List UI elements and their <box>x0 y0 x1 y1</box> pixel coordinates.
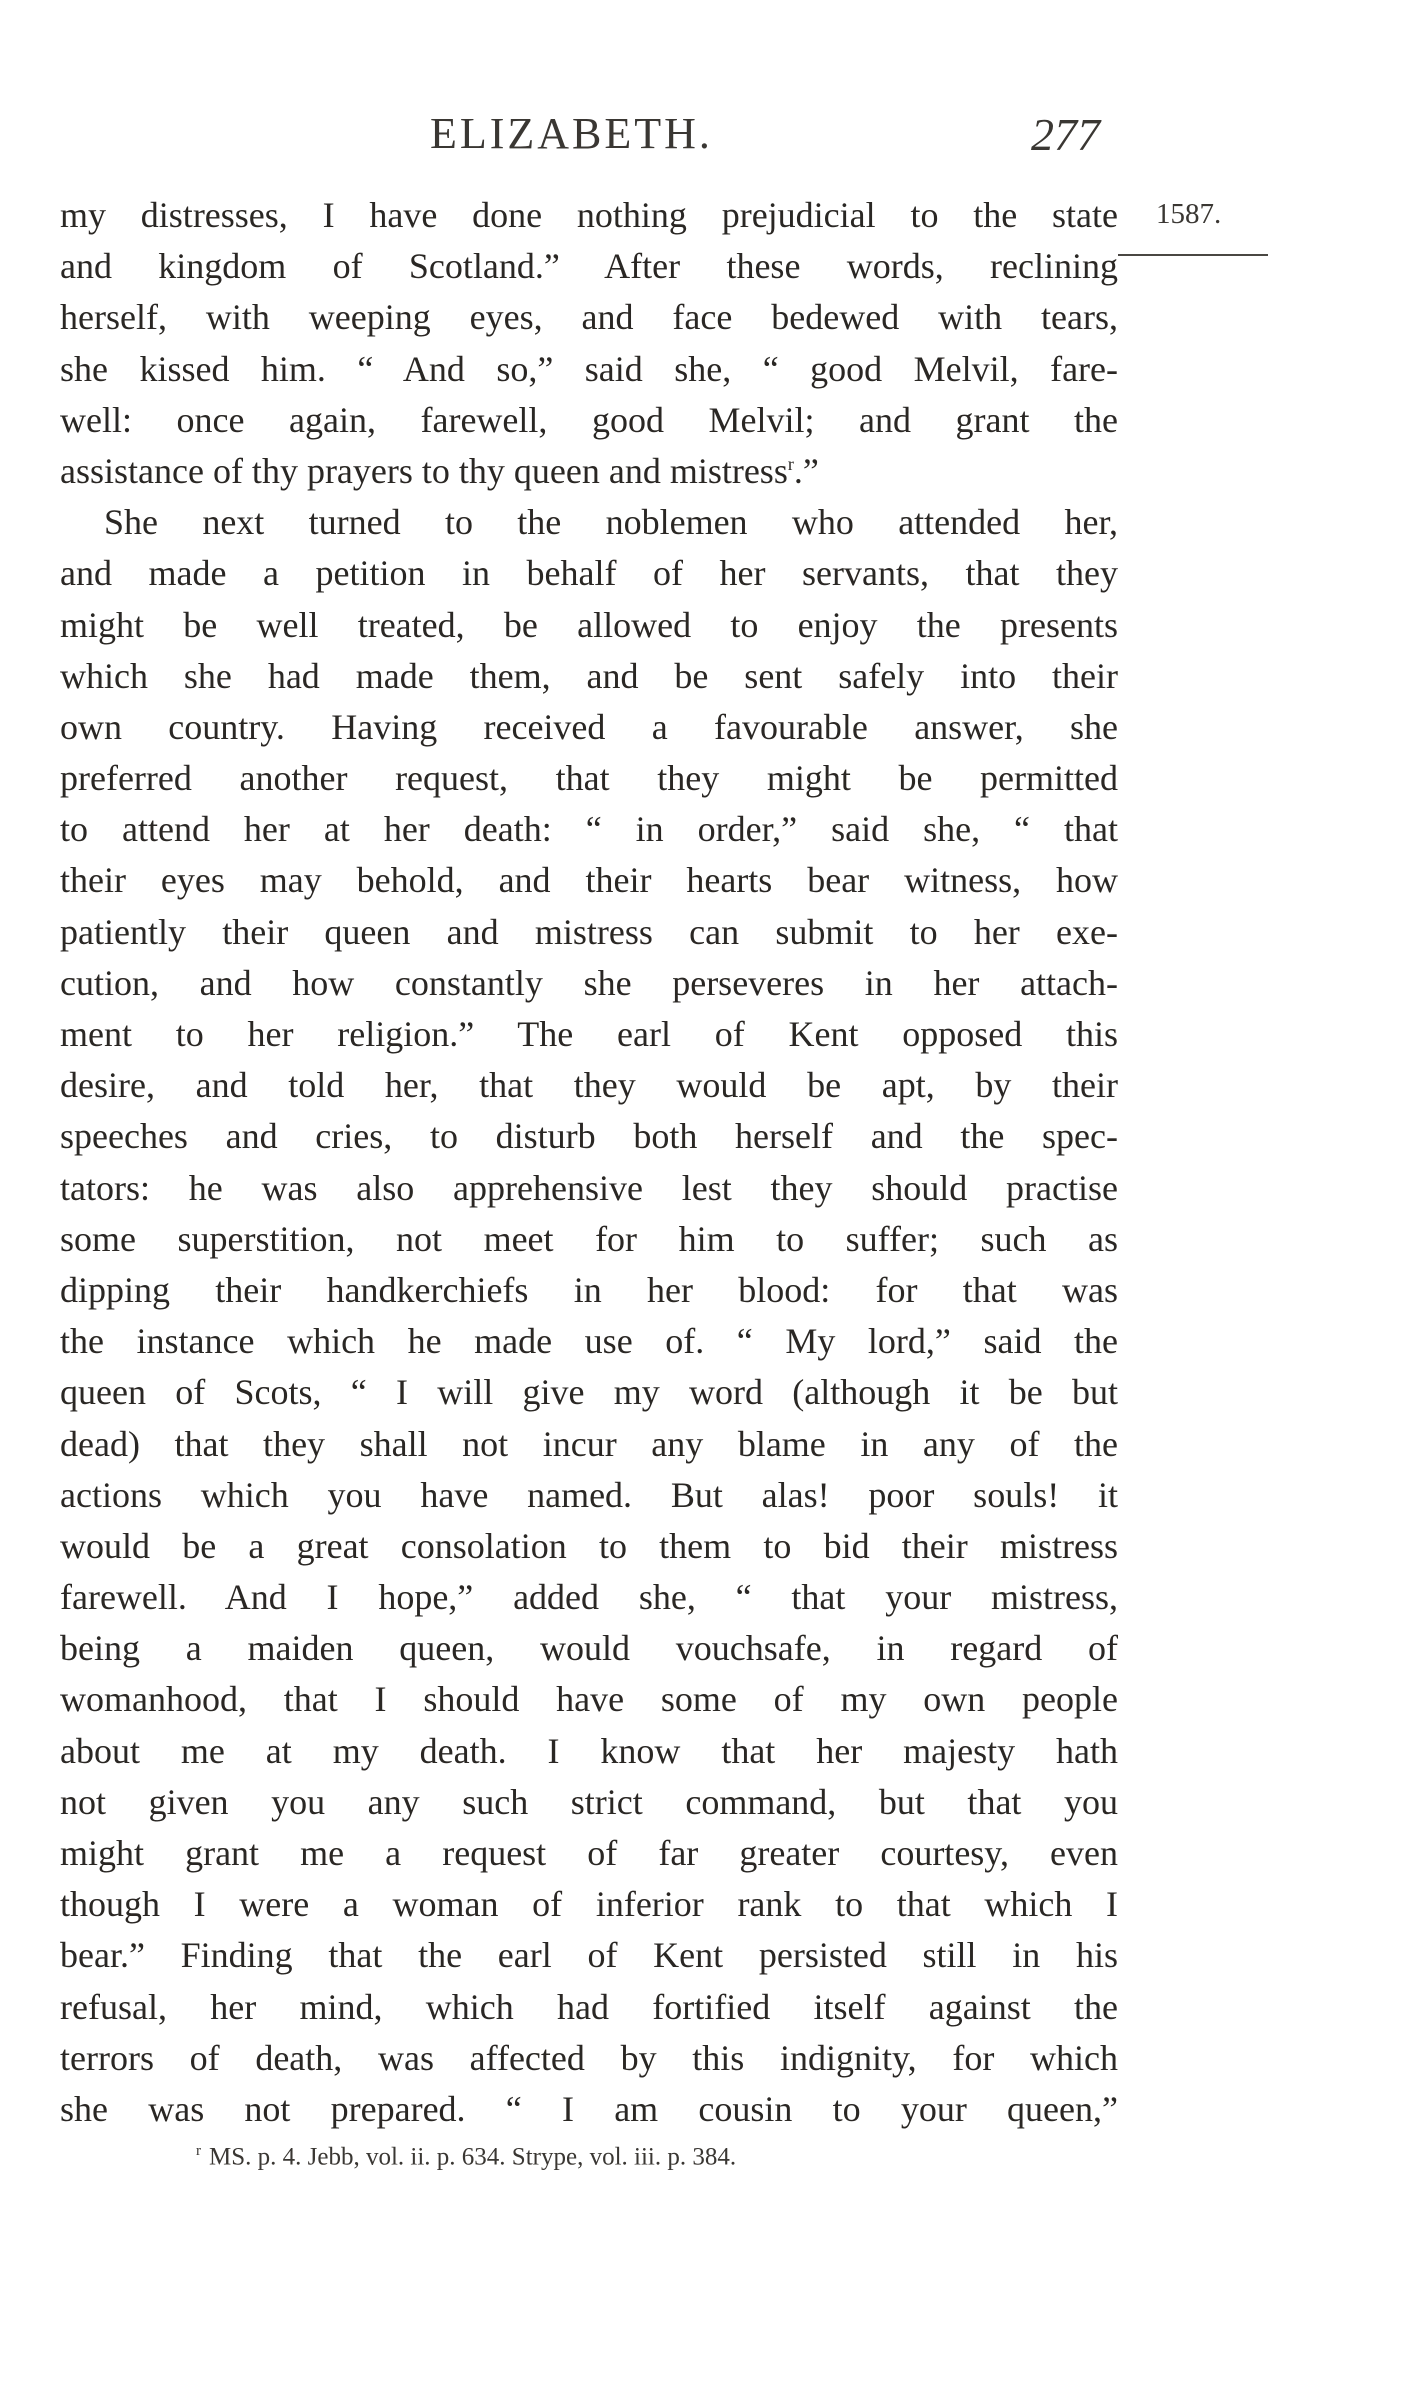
text-line: patiently their queen and mistress can submit to her exe- <box>60 911 1118 952</box>
text-line: my distresses, I have done nothing prejudicial to the state <box>60 195 1118 235</box>
text-line: speeches and cries, to disturb both herself and the spec- <box>60 1116 1118 1157</box>
footnote-reference[interactable]: r <box>787 453 794 474</box>
text-line: She next turned to the noblemen who attended her, <box>104 502 1118 543</box>
text-line: herself, with weeping eyes, and face bedewed with tears, <box>60 297 1118 338</box>
footnote-text: MS. p. 4. Jebb, vol. ii. p. 634. Strype, vol. iii. p. 384. <box>209 2143 737 2171</box>
text-line: to attend her at her death: “ in order,” said she, “ that <box>60 809 1118 850</box>
text-line: the instance which he made use of. “ My lord,” said the <box>60 1321 1118 1362</box>
text-line: she was not prepared. “ I am cousin to your queen,” <box>60 2088 1118 2129</box>
text-line: and kingdom of Scotland.” After these words, reclining <box>60 246 1118 287</box>
text-line: refusal, her mind, which had fortified itself against the <box>60 1986 1118 2027</box>
text-line: actions which you have named. But alas! poor souls! it <box>60 1474 1118 1515</box>
footnote-mark: r <box>196 2143 201 2159</box>
body-text <box>60 190 1118 2135</box>
text-line: and made a petition in behalf of her servants, that they <box>60 553 1118 594</box>
margin-rule <box>1118 254 1268 256</box>
text-line: being a maiden queen, would vouchsafe, in regard of <box>60 1628 1118 1669</box>
text-line: cution, and how constantly she perseveres in her attach- <box>60 962 1118 1003</box>
text-line: farewell. And I hope,” added she, “ that your mistress, <box>60 1577 1118 1618</box>
footnote <box>196 2143 736 2171</box>
text-line: which she had made them, and be sent safely into their <box>60 655 1118 696</box>
text-line: preferred another request, that they might be permitted <box>60 758 1118 799</box>
text-line-end: .” <box>793 450 819 491</box>
text-line: about me at my death. I know that her majesty hath <box>60 1730 1118 1771</box>
text-line: queen of Scots, “ I will give my word (although it be but <box>60 1372 1118 1413</box>
text-line: well: once again, farewell, good Melvil; and grant the <box>60 399 1118 440</box>
running-head <box>60 108 1100 168</box>
margin-year: 1587. <box>1156 198 1222 230</box>
text-line: tators: he was also apprehensive lest they should practise <box>60 1167 1118 1208</box>
text-line: their eyes may behold, and their hearts bear witness, how <box>60 860 1118 901</box>
text-line: ment to her religion.” The earl of Kent opposed this <box>60 1014 1118 1054</box>
text-line-paragraph-end <box>60 446 1118 497</box>
text-line: dipping their handkerchiefs in her blood: for that was <box>60 1269 1118 1310</box>
text-line: dead) that they shall not incur any blame in any of the <box>60 1423 1118 1464</box>
page-number: 277 <box>1031 109 1100 160</box>
text-line: own country. Having received a favourable answer, she <box>60 706 1118 747</box>
text-line: some superstition, not meet for him to suffer; such as <box>60 1218 1118 1259</box>
text-line: would be a great consolation to them to bid their mistress <box>60 1525 1118 1566</box>
text-line: terrors of death, was affected by this indignity, for which <box>60 2037 1118 2078</box>
text-line-content: assistance of thy prayers to thy queen and mistress <box>60 450 788 491</box>
text-line: desire, and told her, that they would be apt, by their <box>60 1065 1118 1106</box>
text-line: might be well treated, be allowed to enjoy the presents <box>60 604 1118 645</box>
text-line: womanhood, that I should have some of my own people <box>60 1679 1118 1720</box>
text-line: not given you any such strict command, but that you <box>60 1781 1118 1822</box>
text-line: though I were a woman of inferior rank to that which I <box>60 1884 1118 1925</box>
text-line: might grant me a request of far greater courtesy, even <box>60 1833 1118 1873</box>
text-line: bear.” Finding that the earl of Kent persisted still in his <box>60 1935 1118 1976</box>
running-title: ELIZABETH. <box>430 109 713 158</box>
text-line: she kissed him. “ And so,” said she, “ good Melvil, fare- <box>60 348 1118 389</box>
